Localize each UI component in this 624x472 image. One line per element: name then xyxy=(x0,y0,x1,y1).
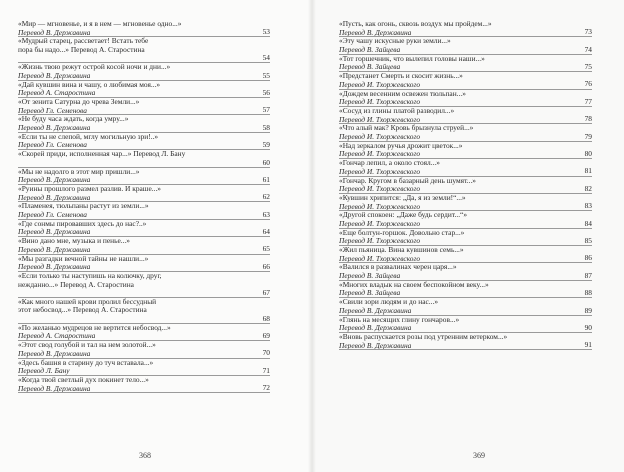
page-number-left: 368 xyxy=(139,451,151,460)
toc-entry xyxy=(18,115,270,132)
entry-page-number: 85 xyxy=(584,235,592,245)
entry-title-line: «Кувшин хрипится: „Да, я из земли!“...» xyxy=(339,193,466,202)
entry-page-number: 91 xyxy=(584,340,592,350)
entry-title-line: «Когда твой светлый дух покинет тело...» xyxy=(18,375,149,384)
entry-title-line: «Мудрый старец, рассветает! Встать тебе xyxy=(18,37,149,46)
entry-title-line: «Что алый мак? Кровь брызнула струей...» xyxy=(339,124,474,133)
entry-title-line: «Где сонмы пировавших здесь до нас?..» xyxy=(18,219,147,228)
entry-translator: Перевод И. Тхоржевского xyxy=(339,219,421,228)
toc-entry xyxy=(18,185,270,202)
entry-page-number: 62 xyxy=(262,192,270,202)
entry-translator: Перевод А. Старостина xyxy=(18,332,96,341)
toc-entry xyxy=(339,20,592,37)
toc-entry xyxy=(18,324,270,341)
entry-translator: Перевод И. Тхоржевского xyxy=(339,185,421,194)
entry-title-line: «Дождем весенним освежен тюльпан...» xyxy=(339,89,466,98)
entry-page-number: 79 xyxy=(584,131,592,141)
entry-page-number: 55 xyxy=(262,70,270,80)
entry-title-line: «Жил пьяница. Вина кувшинов семь...» xyxy=(339,246,464,255)
entry-translator: Перевод В. Державина xyxy=(18,176,91,185)
entry-page-number: 61 xyxy=(262,174,270,184)
entry-page-number: 72 xyxy=(262,383,270,393)
entry-title-line: «Предстанет Смерть и скосит жизнь...» xyxy=(339,72,463,81)
entry-title-line: «Пусть, как огонь, сквозь воздух мы пройдем...» xyxy=(339,20,492,28)
entry-title-line: «Над зеркалом ручья дрожит цветок...» xyxy=(339,141,463,150)
entry-page-number: 84 xyxy=(584,218,592,228)
entry-page-number: 75 xyxy=(584,62,592,72)
entry-title-line: «Мы не надолго в этот мир пришли...» xyxy=(18,167,140,176)
toc-entry xyxy=(18,272,270,298)
entry-page-number: 54 xyxy=(262,53,270,63)
toc-left xyxy=(18,20,270,393)
entry-translator: Перевод И. Тхоржевского xyxy=(339,115,421,124)
entry-title-line: «Руины прошлого размел разлив. И краше...» xyxy=(18,185,162,194)
entry-translator: Перевод И. Тхоржевского xyxy=(339,254,421,263)
entry-title-line: этот небосвод...» Перевод А. Старостина xyxy=(18,306,147,315)
entry-page-number: 86 xyxy=(584,253,592,263)
toc-entry xyxy=(18,98,270,115)
entry-translator: Перевод В. Державина xyxy=(18,349,91,358)
entry-page-number: 53 xyxy=(262,27,270,37)
entry-title-line: нежданно...» Перевод А. Старостина xyxy=(18,280,134,289)
toc-entry xyxy=(339,211,592,228)
toc-entry xyxy=(339,90,592,107)
entry-title-line: «Как много нашей крови пролил бессудный xyxy=(18,297,157,306)
entry-page-number: 82 xyxy=(584,183,592,193)
entry-page-number: 88 xyxy=(584,288,592,298)
entry-title-line: «Вновь распускается розы под утренним ветерком...» xyxy=(339,333,508,342)
entry-translator: Перевод Л. Бану xyxy=(18,367,70,376)
entry-translator: Перевод Гл. Семенова xyxy=(18,106,87,115)
toc-entry xyxy=(339,142,592,159)
toc-right xyxy=(339,20,592,350)
entry-page-number: 80 xyxy=(584,149,592,159)
entry-page-number: 63 xyxy=(262,209,270,219)
entry-title-line: «По желанью мудрецов не вертится небосвод...» xyxy=(18,323,171,332)
toc-entry xyxy=(18,298,270,324)
entry-translator: Перевод В. Державина xyxy=(18,245,91,254)
entry-title-line: «Эту чашу искусные руки земли...» xyxy=(339,37,451,46)
entry-translator: Перевод И. Тхоржевского xyxy=(339,167,421,176)
entry-page-number: 60 xyxy=(262,157,270,167)
toc-entry xyxy=(339,159,592,176)
entry-page-number: 74 xyxy=(584,44,592,54)
toc-entry xyxy=(18,341,270,358)
entry-page-number: 76 xyxy=(584,79,592,89)
toc-entry xyxy=(18,81,270,98)
entry-title-line: «Вино дано мне, музыка и пенье...» xyxy=(18,237,130,246)
entry-divider xyxy=(339,349,592,350)
entry-title-line: «Свили зори людям и до нас...» xyxy=(339,298,439,307)
entry-title-line: «Сосуд из глины платой разводил...» xyxy=(339,106,455,115)
toc-entry xyxy=(18,168,270,185)
page-number-right: 369 xyxy=(473,451,485,460)
entry-title-line: «Жизнь твою режут острой косой ночи и дни...» xyxy=(18,63,171,72)
toc-entry xyxy=(18,376,270,393)
entry-translator: Перевод И. Тхоржевского xyxy=(339,237,421,246)
entry-title-line: «Этот свод голубой и тал на нем золотой...» xyxy=(18,341,156,350)
entry-title-line: «Здесь башня в старину до туч вставала...» xyxy=(18,358,154,367)
entry-title-line: «Скорей приди, исполненная чар...» Перевод Л. Бану xyxy=(18,150,186,159)
entry-title-line: «Если только ты наступишь на колючку, друг, xyxy=(18,271,162,280)
entry-page-number: 57 xyxy=(262,105,270,115)
toc-entry xyxy=(339,281,592,298)
toc-entry xyxy=(339,298,592,315)
entry-title-line: «Не буду часа ждать, когда умру...» xyxy=(18,115,129,124)
entry-title-line: пора бы надо...» Перевод А. Старостина xyxy=(18,45,145,54)
entry-translator: Перевод В. Державина xyxy=(18,228,91,237)
toc-entry xyxy=(339,177,592,194)
toc-entry xyxy=(18,237,270,254)
entry-page-number: 73 xyxy=(584,27,592,37)
toc-entry xyxy=(18,202,270,219)
entry-page-number: 81 xyxy=(584,166,592,176)
entry-title-line: «Глянь на месящих глину гончаров...» xyxy=(339,315,460,324)
entry-page-number: 87 xyxy=(584,270,592,280)
toc-entry xyxy=(18,20,270,37)
toc-entry xyxy=(339,263,592,280)
entry-page-number: 67 xyxy=(262,287,270,297)
entry-translator: Перевод В. Державина xyxy=(339,341,412,350)
toc-entry xyxy=(339,55,592,72)
toc-entry xyxy=(18,150,270,167)
toc-entry xyxy=(339,37,592,54)
entry-page-number: 56 xyxy=(262,87,270,97)
right-page xyxy=(312,0,624,472)
entry-translator: Перевод А. Старостина xyxy=(18,89,96,98)
entry-title-line: «Гончар. Кругом в базарный день шумят...» xyxy=(339,176,476,185)
entry-translator: Перевод В. Державина xyxy=(18,193,91,202)
entry-translator: Перевод В. Державина xyxy=(18,263,91,272)
entry-translator: Перевод В. Зайцева xyxy=(339,272,401,281)
toc-entry xyxy=(18,133,270,150)
entry-page-number: 90 xyxy=(584,322,592,332)
entry-page-number: 65 xyxy=(262,244,270,254)
entry-title-line: «Если ты не слепой, мглу могильную зри!..» xyxy=(18,132,159,141)
entry-title-line: «Мир — мгновенье, и я в нем — мгновенье одно...» xyxy=(18,20,182,28)
entry-page-number: 66 xyxy=(262,261,270,271)
toc-entry xyxy=(18,220,270,237)
entry-title-line: «Многих владык на своем беспокойном веку...» xyxy=(339,280,489,289)
entry-translator: Перевод В. Державина xyxy=(18,71,91,80)
entry-translator: Перевод В. Зайцева xyxy=(339,45,401,54)
entry-title-line: «Дай кувшин вина и чашу, о любимая моя...» xyxy=(18,80,161,89)
entry-title-line: «Гончар лепил, а около стоял...» xyxy=(339,159,440,168)
entry-translator: Перевод И. Тхоржевского xyxy=(339,150,421,159)
entry-translator: Перевод В. Державина xyxy=(339,306,412,315)
entry-title-line: «Валился в развалинах черен царя...» xyxy=(339,263,457,272)
entry-page-number: 78 xyxy=(584,114,592,124)
entry-translator: Перевод В. Державина xyxy=(18,124,91,133)
entry-translator: Перевод В. Державина xyxy=(339,28,412,37)
entry-translator: Перевод В. Зайцева xyxy=(339,63,401,72)
entry-title-line: «От зенита Сатурна до чрева Земли...» xyxy=(18,98,140,107)
entry-translator: Перевод Гл. Семенова xyxy=(18,211,87,219)
entry-translator: Перевод В. Державина xyxy=(339,324,412,333)
entry-divider xyxy=(18,392,270,393)
entry-translator: Перевод В. Державина xyxy=(18,384,91,393)
entry-page-number: 70 xyxy=(262,348,270,358)
entry-page-number: 71 xyxy=(262,365,270,375)
entry-page-number: 68 xyxy=(262,313,270,323)
entry-page-number: 69 xyxy=(262,331,270,341)
entry-page-number: 64 xyxy=(262,227,270,237)
toc-entry xyxy=(18,63,270,80)
entry-title-line: «Пламенея, тюльпаны растут из земли...» xyxy=(18,202,149,211)
entry-page-number: 83 xyxy=(584,201,592,211)
book-gutter xyxy=(308,0,316,472)
entry-page-number: 59 xyxy=(262,140,270,150)
entry-translator: Перевод В. Державина xyxy=(18,28,91,37)
entry-translator: Перевод И. Тхоржевского xyxy=(339,80,421,89)
entry-page-number: 77 xyxy=(584,96,592,106)
entry-translator: Перевод В. Зайцева xyxy=(339,289,401,298)
entry-translator: Перевод И. Тхоржевского xyxy=(339,98,421,107)
toc-entry xyxy=(339,107,592,124)
entry-page-number: 58 xyxy=(262,122,270,132)
toc-entry xyxy=(339,333,592,350)
toc-entry xyxy=(18,359,270,376)
toc-entry xyxy=(18,37,270,63)
entry-translator: Перевод И. Тхоржевского xyxy=(339,132,421,141)
toc-entry xyxy=(339,72,592,89)
toc-entry xyxy=(339,316,592,333)
toc-entry xyxy=(339,229,592,246)
toc-entry xyxy=(339,246,592,263)
entry-page-number: 89 xyxy=(584,305,592,315)
toc-entry xyxy=(339,194,592,211)
toc-entry xyxy=(339,124,592,141)
entry-title-line: «Еще болтун-горшок. Довольно стар...» xyxy=(339,228,465,237)
entry-title-line: «Тот горшечник, что вылепил головы наши...» xyxy=(339,54,485,63)
entry-translator: Перевод Гл. Семенова xyxy=(18,141,87,150)
entry-translator: Перевод И. Тхоржевского xyxy=(339,202,421,211)
toc-entry xyxy=(18,255,270,272)
entry-title-line: «Мы разгадки вечной тайны не нашли...» xyxy=(18,254,149,263)
entry-title-line: «Другой спокоен: „Даже будь сердит...“» xyxy=(339,211,468,220)
